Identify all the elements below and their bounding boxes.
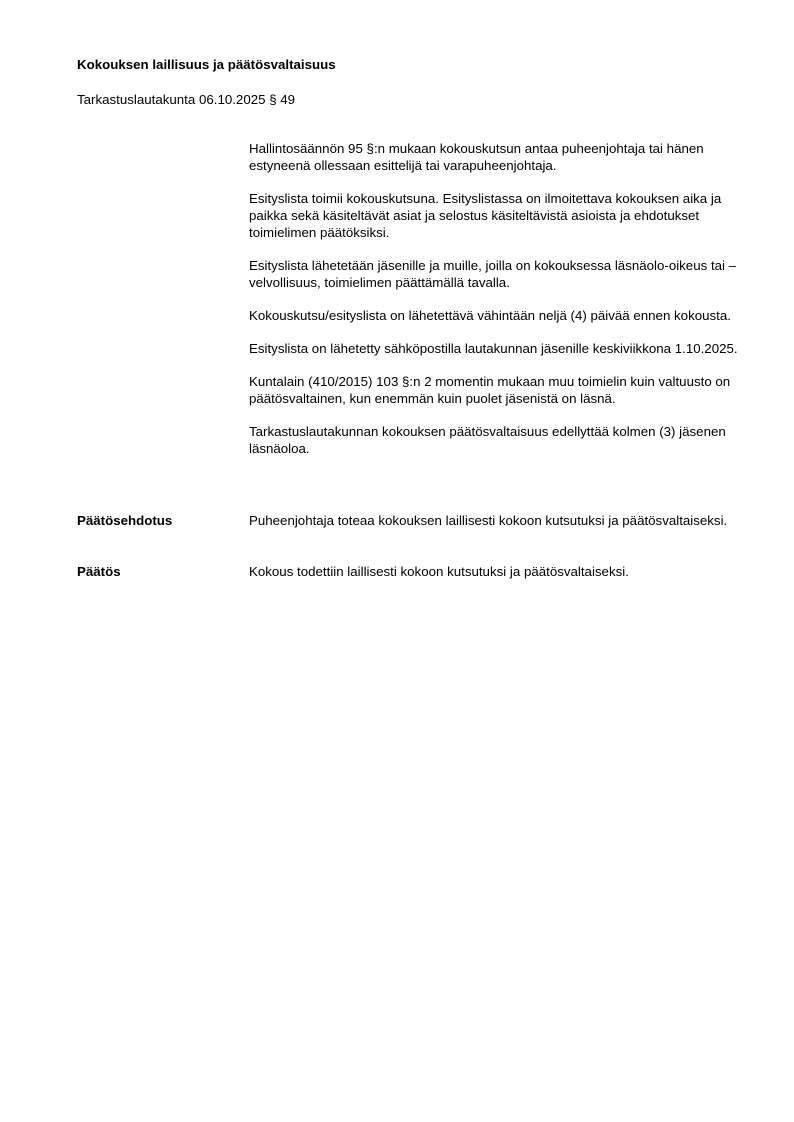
- proposal-text: Puheenjohtaja toteaa kokouksen laillisesti kokoon kutsutuksi ja päätösvaltaiseksi.: [249, 513, 728, 528]
- paragraph: Kuntalain (410/2015) 103 §:n 2 momentin mukaan muu toimielin kuin valtuusto on päätösvaltainen, kun enemmän kuin puolet jäsenistä on läsnä.: [249, 374, 731, 406]
- proposal-label: Päätösehdotus: [77, 513, 173, 528]
- decision-text: Kokous todettiin laillisesti kokoon kutsutuksi ja päätösvaltaiseksi.: [249, 564, 629, 579]
- paragraph: Esityslista on lähetetty sähköpostilla lautakunnan jäsenille keskiviikkona 1.10.2025.: [249, 341, 738, 356]
- meeting-reference: Tarkastuslautakunta 06.10.2025 § 49: [77, 92, 296, 107]
- document-title: Kokouksen laillisuus ja päätösvaltaisuus: [77, 57, 336, 72]
- paragraph: Esityslista toimii kokouskutsuna. Esityslistassa on ilmoitettava kokouksen aika ja paikka sekä käsiteltävät asiat ja selostus käsiteltävistä asioista ja ehdotukset toimielimen päätöksiksi.: [249, 191, 722, 240]
- paragraph: Hallintosäännön 95 §:n mukaan kokouskutsun antaa puheenjohtaja tai hänen estyneenä ollessaan esittelijä tai varapuheenjohtaja.: [249, 141, 704, 173]
- paragraph: Esityslista lähetetään jäsenille ja muille, joilla on kokouksessa läsnäolo-oikeus tai –velvollisuus, toimielimen päättämällä tavalla.: [249, 258, 737, 290]
- body-text: [249, 140, 749, 473]
- decision-label: Päätös: [77, 564, 121, 579]
- paragraph: Kokouskutsu/esityslista on lähetettävä vähintään neljä (4) päivää ennen kokousta.: [249, 308, 731, 323]
- paragraph: Tarkastuslautakunnan kokouksen päätösvaltaisuus edellyttää kolmen (3) jäsenen läsnäoloa.: [249, 424, 726, 456]
